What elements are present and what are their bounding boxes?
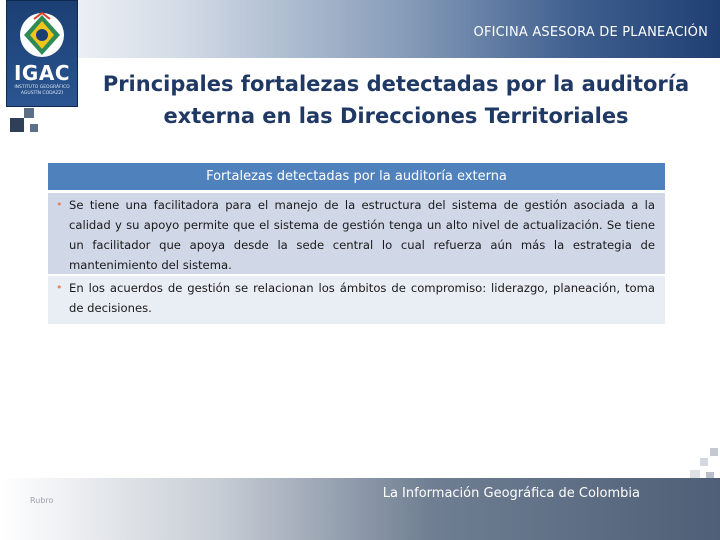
bullet-icon: • xyxy=(56,281,63,294)
strengths-table xyxy=(48,163,665,324)
table-row xyxy=(48,193,665,274)
logo-text: IGAC xyxy=(13,61,70,85)
page-number: Rubro xyxy=(30,496,54,505)
igac-emblem-icon xyxy=(16,9,68,61)
row-text: En los acuerdos de gestión se relacionan los ámbitos de compromiso: liderazgo, planeación, toma de decisiones. xyxy=(69,281,655,315)
table-header: Fortalezas detectadas por la auditoría externa xyxy=(48,163,665,190)
table-row xyxy=(48,276,665,324)
slide-title: Principales fortalezas detectadas por la auditoría externa en las Direcciones Territoriales xyxy=(102,72,690,128)
igac-logo xyxy=(6,0,78,107)
office-title: OFICINA ASESORA DE PLANEACIÓN xyxy=(473,25,708,40)
footer-tagline: La Información Geográfica de Colombia xyxy=(382,486,640,501)
logo-subtext: INSTITUTO GEOGRÁFICO AGUSTÍN CODAZZI xyxy=(14,85,70,96)
row-text: Se tiene una facilitadora para el manejo de la estructura del sistema de gestión asociada a la calidad y su apoyo permite que el sistema de gestión tenga un alto nivel de actualización. Se tiene un facilitador que apoya desde la sede central lo cual refuerza aún más la estrategia de mantenimiento del sistema. xyxy=(69,198,655,272)
bullet-icon: • xyxy=(56,198,63,211)
